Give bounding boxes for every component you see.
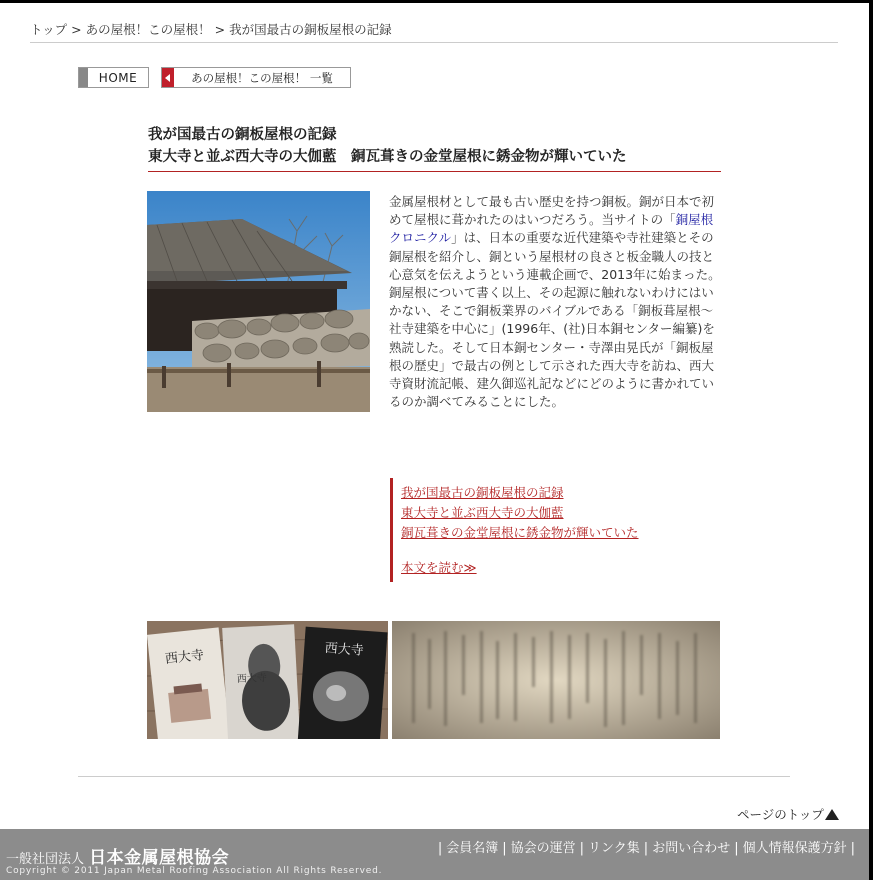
home-button[interactable] <box>78 67 149 88</box>
chapter-links <box>390 478 680 582</box>
breadcrumb-separator: > <box>71 22 82 37</box>
footer <box>0 829 869 880</box>
org-prefix: 一般社団法人 <box>6 852 85 867</box>
footer-link-links[interactable]: リンク集 <box>588 841 640 856</box>
svg-text:西大寺: 西大寺 <box>236 672 268 686</box>
svg-text:西大寺: 西大寺 <box>324 641 365 659</box>
footer-link-contact[interactable]: お問い合わせ <box>652 841 731 856</box>
list-button-label: あの屋根！この屋根！ 一覧 <box>191 70 333 85</box>
svg-text:西大寺: 西大寺 <box>164 648 205 668</box>
chapter-link-2[interactable]: 東大寺と並ぶ西大寺の大伽藍 <box>401 505 564 520</box>
title-line-1: 我が国最古の銅板屋根の記録 <box>148 127 337 143</box>
intro-paragraph <box>389 193 723 411</box>
intro-text-1: 金属屋根材として最も古い歴史を持つ銅板。銅が日本で初めて屋根に葺かれたのはいつだろう。当サイトの「 <box>389 194 715 228</box>
read-more-link[interactable]: 本文を読む≫ <box>401 560 477 575</box>
copyright: Copyright © 2011 Japan Metal Roofing Association All Rights Reserved. <box>6 866 383 876</box>
list-button[interactable] <box>161 67 351 88</box>
right-border <box>869 0 873 880</box>
breadcrumb <box>30 20 838 43</box>
footer-nav: | 会員名簿 | 協会の運営 | リンク集 | お問い合わせ | 個人情報保護方針 | <box>437 841 855 856</box>
footer-org <box>6 843 229 868</box>
top-border <box>0 0 873 3</box>
home-button-bar <box>79 68 88 87</box>
page-top-label: ページのトップ <box>737 807 824 822</box>
chronicle-link[interactable]: 銅屋根クロニクル <box>389 212 714 246</box>
divider <box>78 776 790 777</box>
breadcrumb-separator: > <box>214 22 226 37</box>
saidaiji-books-photo <box>147 621 388 739</box>
article-title <box>148 124 721 172</box>
intro-text-2: 」は、日本の重要な近代建築や寺社建築とその銅屋根を紹介し、銅という屋根材の良さと板金職人の技と心意気を伝えようという連載企画で、2013年に始まった。銅屋根について書く以上、その起源に触れないわけにはいかない、そこで銅板業界のバイブルである「銅板葺屋根～社寺建築を中心に」(1996年、(社)日本銅センター編纂)を熟読した。そして日本銅センター・寺澤由晃氏が「銅板屋根の歴史」で最古の例として示された西大寺を訪ね、西大寺資財流記帳、建久御巡礼記などにどのように書かれているのか調べてみることにした。 <box>389 230 721 410</box>
ancient-document-photo <box>392 621 720 739</box>
breadcrumb-item-top[interactable]: トップ <box>30 22 68 37</box>
chapter-link-3[interactable]: 銅瓦葺きの金堂屋根に銹金物が輝いていた <box>401 525 639 540</box>
title-line-2: 東大寺と並ぶ西大寺の大伽藍 銅瓦葺きの金堂屋根に銹金物が輝いていた <box>148 149 627 165</box>
footer-link-privacy[interactable]: 個人情報保護方針 <box>742 841 847 856</box>
breadcrumb-item-section[interactable]: あの屋根！この屋根！ <box>85 22 211 37</box>
chapter-link-1[interactable]: 我が国最古の銅板屋根の記録 <box>401 485 564 500</box>
up-triangle-icon <box>825 809 839 820</box>
footer-link-operation[interactable]: 協会の運営 <box>510 841 576 856</box>
org-name: 日本金属屋根協会 <box>89 848 230 868</box>
page-top-link[interactable] <box>737 805 839 823</box>
breadcrumb-item-current: 我が国最古の銅板屋根の記録 <box>229 22 392 37</box>
home-button-label: HOME <box>98 70 138 85</box>
temple-hall-photo <box>147 191 370 412</box>
footer-link-members[interactable]: 会員名簿 <box>446 841 499 856</box>
back-arrow-icon <box>162 68 174 87</box>
